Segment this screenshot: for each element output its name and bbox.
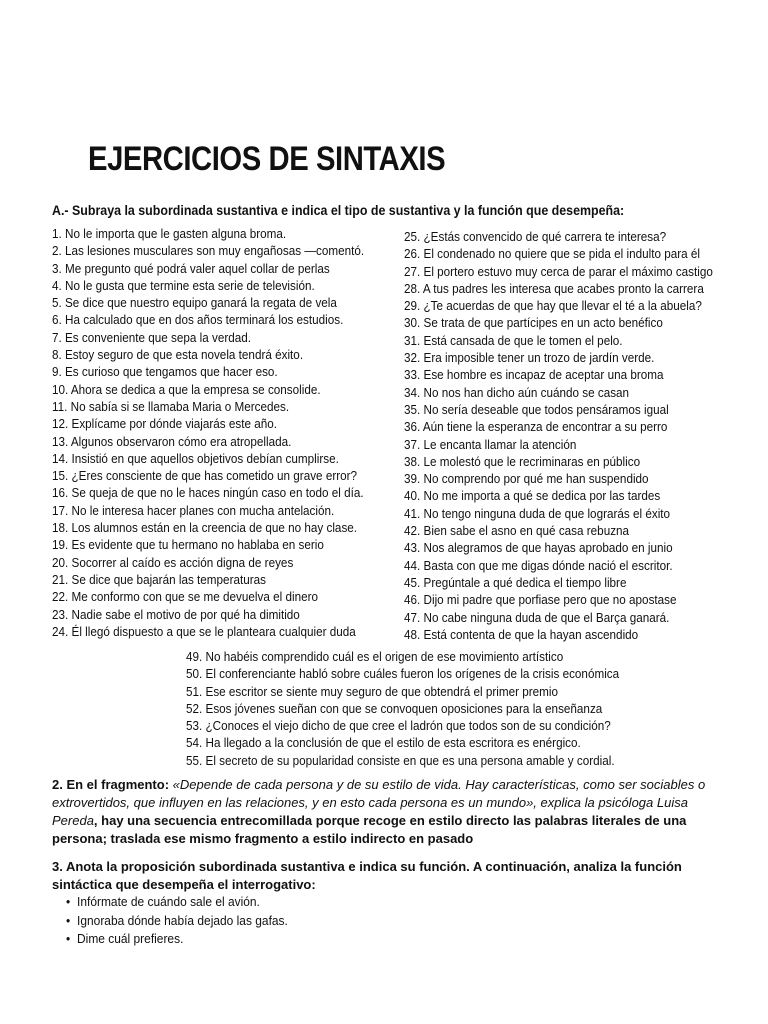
exercise-item: 44. Basta con que me digas dónde nació el escritor.	[404, 557, 673, 573]
exercise-item: 31. Está cansada de que le tomen el pelo.	[404, 332, 623, 348]
exercise-list-center	[186, 648, 667, 769]
exercise-item: 51. Ese escritor se siente muy seguro de que obtendrá el primer premio	[186, 683, 558, 699]
exercise-item: 1. No le importa que le gasten alguna broma.	[52, 226, 287, 241]
exercise-item: 38. Le molestó que le recriminaras en público	[404, 453, 641, 469]
exercise-item: 33. Ese hombre es incapaz de aceptar una broma	[404, 367, 664, 383]
page-title: EJERCICIOS DE SINTAXIS	[88, 140, 446, 178]
exercise-item: 48. Está contenta de que la hayan ascendido	[404, 626, 639, 642]
exercise-item: 34. No nos han dicho aún cuándo se casan	[404, 384, 630, 400]
exercise-item: 8. Estoy seguro de que esta novela tendrá éxito.	[52, 347, 304, 363]
section-2-paragraph	[52, 776, 722, 848]
exercise-item: 39. No comprendo por qué me han suspendido	[404, 471, 649, 487]
bullet-item	[66, 912, 288, 931]
exercise-item: 45. Pregúntale a qué dedica el tiempo libre	[404, 574, 627, 590]
exercise-item: 42. Bien sabe el asno en qué casa rebuzna	[404, 523, 630, 539]
section-2-quote: «Depende de cada persona y de su estilo de vida. Hay características, como ser sociables o extrovertidos, que influyen en las relaciones, y en esto cada persona es un mundo», explica la psicóloga Luisa Pereda	[52, 777, 706, 828]
exercise-item: 21. Se dice que bajarán las temperaturas	[52, 571, 266, 587]
exercise-item: 14. Insistió en que aquellos objetivos debían cumplirse.	[52, 450, 339, 466]
bullet-icon: •	[66, 931, 71, 946]
exercise-item: 19. Es evidente que tu hermano no hablaba en serio	[52, 537, 324, 553]
exercise-item: 6. Ha calculado que en dos años terminará los estudios.	[52, 312, 344, 328]
exercise-item: 52. Esos jóvenes sueñan con que se convoquen oposiciones para la enseñanza	[186, 700, 603, 716]
exercise-item: 9. Es curioso que tengamos que hacer eso.	[52, 364, 278, 380]
bullet-item	[66, 893, 288, 912]
exercise-item: 27. El portero estuvo muy cerca de parar el máximo castigo	[404, 263, 713, 279]
exercise-item: 2. Las lesiones musculares son muy engañosas —comentó.	[52, 243, 365, 259]
exercise-item: 22. Me conformo con que se me devuelva el dinero	[52, 589, 319, 605]
exercise-item: 36. Aún tiene la esperanza de encontrar a su perro	[404, 419, 668, 435]
exercise-item: 54. Ha llegado a la conclusión de que el estilo de esta escritora es enérgico.	[186, 735, 581, 751]
exercise-item: 16. Se queja de que no le haces ningún caso en todo el día.	[52, 485, 364, 501]
exercise-item: 13. Algunos observaron cómo era atropellada.	[52, 433, 292, 449]
exercise-item: 25. ¿Estás convencido de qué carrera te interesa?	[404, 229, 667, 244]
bullet-text: Ignoraba dónde había dejado las gafas.	[77, 912, 288, 928]
section-3-heading: 3. Anota la proposición subordinada sustantiva e indica su función. A continuación, analiza la función sintáctica que desempeña el interrogativo:	[52, 859, 682, 892]
exercise-item: 7. Es conveniente que sepa la verdad.	[52, 329, 252, 345]
exercise-item: 35. No sería deseable que todos pensáramos igual	[404, 401, 669, 417]
exercise-item: 47. No cabe ninguna duda de que el Barça ganará.	[404, 609, 670, 625]
exercise-item: 17. No le interesa hacer planes con mucha antelación.	[52, 502, 335, 518]
exercise-item: 32. Era imposible tener un trozo de jardín verde.	[404, 350, 655, 366]
bullet-item	[66, 930, 288, 949]
exercise-item: 28. A tus padres les interesa que acabes pronto la carrera	[404, 280, 704, 296]
exercise-item: 53. ¿Conoces el viejo dicho de que cree el ladrón que todos son de su condición?	[186, 718, 611, 734]
section-2-instruction: , hay una secuencia entrecomillada porque recoge en estilo directo las palabras literales de una persona; traslada ese mismo fragmento a estilo indirecto en pasado	[52, 813, 687, 846]
section-3-bullet-list	[66, 893, 307, 949]
exercise-item: 15. ¿Eres consciente de que has cometido un grave error?	[52, 468, 358, 484]
bullet-text: Infórmate de cuándo sale el avión.	[77, 894, 260, 909]
exercise-list-right	[404, 228, 747, 643]
exercise-list-left	[52, 225, 399, 640]
exercise-item: 18. Los alumnos están en la creencia de que no hay clase.	[52, 520, 358, 536]
exercise-item: 50. El conferenciante habló sobre cuáles fueron los orígenes de la crisis económica	[186, 666, 620, 682]
exercise-item: 41. No tengo ninguna duda de que lograrás el éxito	[404, 505, 671, 521]
exercise-item: 40. No me importa a qué se dedica por las tardes	[404, 488, 661, 504]
exercise-item: 11. No sabía si se llamaba Maria o Mercedes.	[52, 398, 290, 414]
exercise-item: 24. Él llegó dispuesto a que se le planteara cualquier duda	[52, 623, 356, 639]
exercise-item: 55. El secreto de su popularidad consiste en que es una persona amable y cordial.	[186, 752, 615, 768]
bullet-icon: •	[66, 912, 71, 928]
section-a-heading: A.- Subraya la subordinada sustantiva e indica el tipo de sustantiva y la función que desempeña:	[52, 203, 625, 218]
exercise-item: 5. Se dice que nuestro equipo ganará la regata de vela	[52, 295, 337, 311]
exercise-item: 29. ¿Te acuerdas de que hay que llevar el té a la abuela?	[404, 298, 702, 314]
exercise-item: 46. Dijo mi padre que porfiase pero que no apostase	[404, 592, 677, 608]
exercise-item: 43. Nos alegramos de que hayas aprobado en junio	[404, 540, 673, 556]
section-2-lead: 2. En el fragmento:	[52, 777, 170, 792]
exercise-item: 20. Socorrer al caído es acción digna de reyes	[52, 554, 294, 570]
exercise-item: 4. No le gusta que termine esta serie de televisión.	[52, 277, 315, 293]
exercise-item: 26. El condenado no quiere que se pida el indulto para él	[404, 246, 700, 262]
exercise-item: 12. Explícame por dónde viajarás este año.	[52, 416, 278, 432]
exercise-item: 10. Ahora se dedica a que la empresa se consolide.	[52, 381, 321, 397]
bullet-icon: •	[66, 894, 71, 909]
exercise-item: 49. No habéis comprendido cuál es el origen de ese movimiento artístico	[186, 649, 564, 664]
exercise-item: 23. Nadie sabe el motivo de por qué ha dimitido	[52, 606, 300, 622]
exercise-item: 37. Le encanta llamar la atención	[404, 436, 577, 452]
exercise-item: 30. Se trata de que partícipes en un acto benéfico	[404, 315, 663, 331]
bullet-text: Dime cuál prefieres.	[77, 931, 184, 946]
exercise-item: 3. Me pregunto qué podrá valer aquel collar de perlas	[52, 260, 330, 276]
